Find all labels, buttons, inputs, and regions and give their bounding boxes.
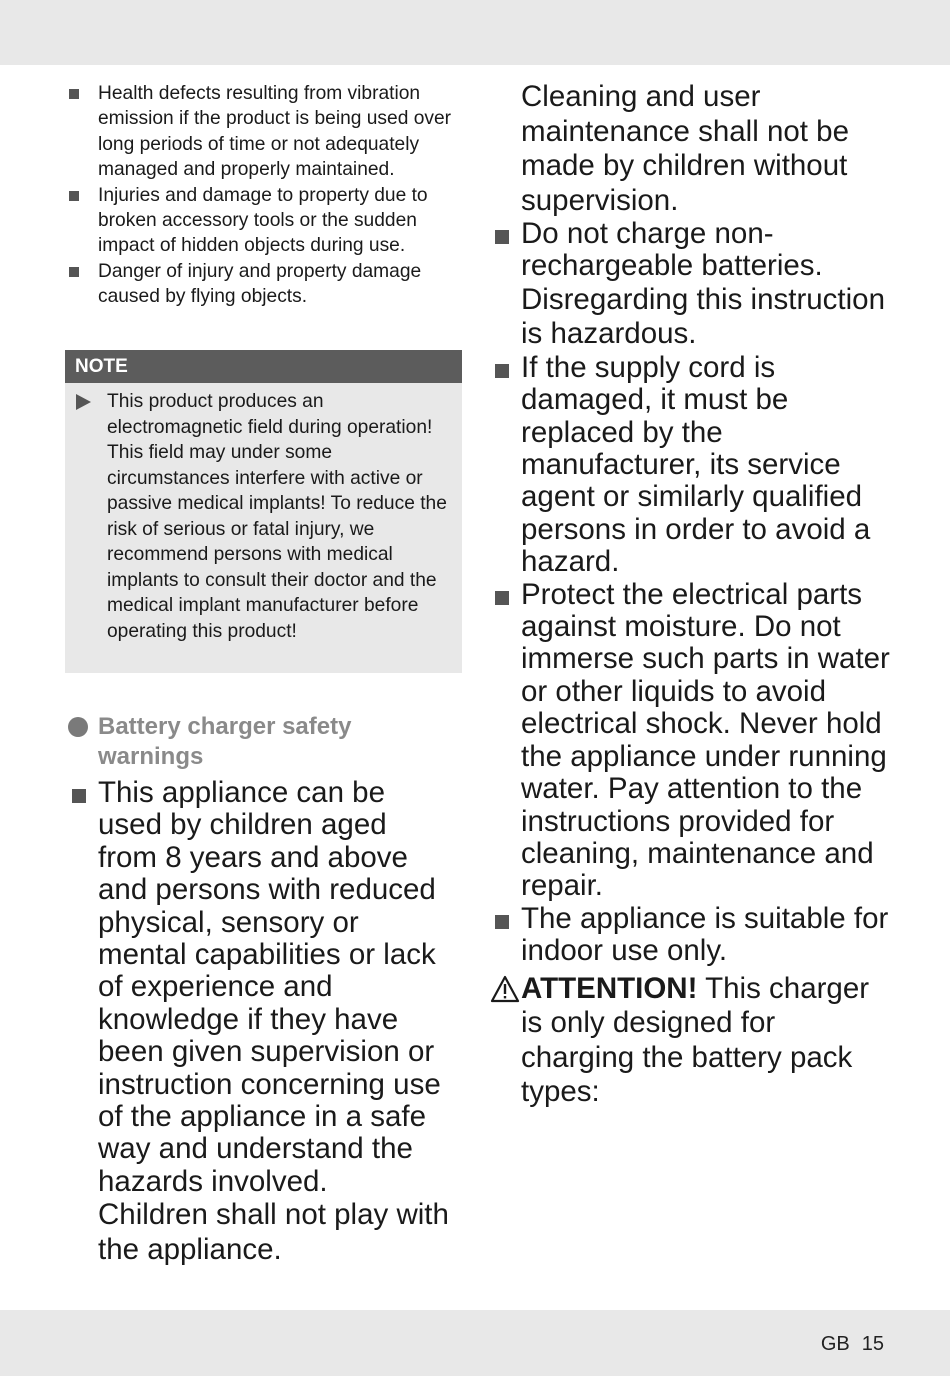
attention-notice bbox=[493, 972, 893, 1110]
arrow-right-icon bbox=[76, 394, 91, 410]
cleaning-continuation: Cleaning and user maintenance shall not be made by children without supervision. bbox=[521, 80, 850, 217]
non-rechargeable-warning: Do not charge non-rechargeable batteries. bbox=[521, 217, 823, 283]
section-title: Battery charger safety warnings bbox=[98, 713, 352, 770]
attention-label: ATTENTION! bbox=[521, 971, 698, 1005]
page-number: 15 bbox=[861, 1333, 884, 1355]
attention-text: This charger is only designed for charging the battery pack types: bbox=[521, 971, 870, 1109]
square-bullet-icon bbox=[69, 89, 79, 99]
top-bar bbox=[0, 0, 950, 65]
non-rechargeable-continuation: Disregarding this instruction is hazardous. bbox=[521, 282, 885, 351]
children-warning-continuation: Children shall not play with the appliance. bbox=[98, 1198, 449, 1266]
indoor-use-warning: The appliance is suitable for indoor use only. bbox=[521, 901, 889, 968]
list-item bbox=[493, 579, 893, 903]
square-bullet-icon bbox=[72, 789, 86, 803]
children-warning-text: This appliance can be used by children aged from 8 years and above and persons with reduced physical, sensory or mental capabilities or lack of experience and knowledge if they have been given supervision or instruction concerning use of the appliance in a safe way and understand the hazards involved. bbox=[98, 776, 441, 1198]
moisture-warning: Protect the electrical parts against moisture. Do not immerse such parts in water or other liquids to avoid electrical shock. Never hold the appliance under running water. Pay attention to the instructions provided for cleaning, maintenance and repair. bbox=[521, 577, 890, 903]
square-bullet-icon bbox=[495, 591, 509, 605]
children-warning bbox=[70, 777, 450, 1267]
bottom-bar bbox=[0, 1310, 950, 1376]
warning-triangle-icon bbox=[490, 975, 520, 1003]
page-footer bbox=[809, 1333, 884, 1356]
note-text: This product produces an electromagnetic field during operation! This field may under some circumstances interfere with active or passive medical implants! To reduce the risk of serious or fatal injury, we recommend persons with medical implants to consult their doctor and the medical implant manufacturer before operating this product! bbox=[107, 391, 447, 642]
circle-bullet-icon bbox=[68, 717, 88, 737]
supply-cord-warning: If the supply cord is damaged, it must be replaced by the manufacturer, its service agent or similarly qualified persons in order to avoid a hazard. bbox=[521, 350, 871, 579]
right-column bbox=[493, 80, 893, 1110]
list-item: Danger of injury and property damage caused by flying objects. bbox=[68, 259, 468, 310]
list-item bbox=[493, 352, 893, 579]
square-bullet-icon bbox=[495, 915, 509, 929]
square-bullet-icon bbox=[495, 230, 509, 244]
language-code: GB bbox=[820, 1333, 850, 1355]
list-item: Health defects resulting from vibration emission if the product is being used over long periods of time or not adequately managed and properly maintained. bbox=[68, 81, 468, 183]
square-bullet-icon bbox=[69, 267, 79, 277]
list-item bbox=[493, 903, 893, 968]
list-item bbox=[493, 218, 893, 352]
square-bullet-icon bbox=[495, 364, 509, 378]
hazard-list bbox=[68, 81, 468, 310]
list-item: Injuries and damage to property due to broken accessory tools or the sudden impact of hidden objects during use. bbox=[68, 183, 468, 259]
note-header: NOTE bbox=[65, 350, 462, 383]
square-bullet-icon bbox=[69, 191, 79, 201]
